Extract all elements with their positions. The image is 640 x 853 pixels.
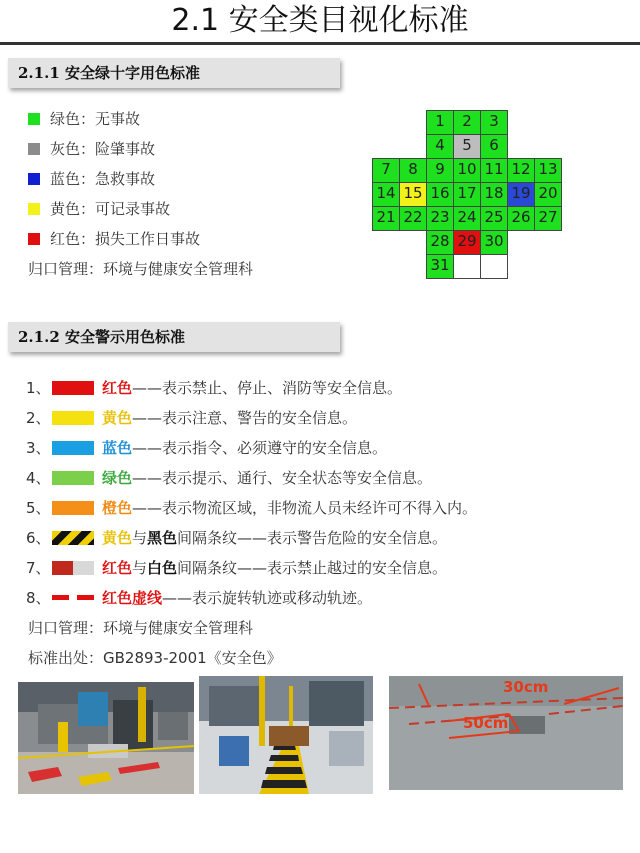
color-name: 绿色: [102, 469, 133, 487]
cross-day-cell: 24: [453, 206, 481, 231]
cross-day-cell: 6: [480, 134, 508, 159]
warning-color-item: [26, 376, 402, 400]
cross-day-cell: 8: [399, 158, 427, 183]
warning-color-swatch: [52, 501, 94, 515]
cross-day-cell: 9: [426, 158, 454, 183]
warning-color-item: [26, 586, 372, 610]
photo-red-dashed-floor-lines: [389, 676, 623, 790]
cross-day-cell: 27: [534, 206, 562, 231]
warning-color-item: [26, 436, 387, 460]
cross-day-cell: 31: [426, 254, 454, 279]
cross-day-cell: 20: [534, 182, 562, 207]
cross-day-cell: 26: [507, 206, 535, 231]
color-description: 与: [132, 529, 148, 547]
color-description: ——表示注意、警告的安全信息。: [132, 409, 358, 427]
color-swatch: [28, 173, 40, 185]
cross-day-cell: 17: [453, 182, 481, 207]
color-description: ——表示提示、通行、安全状态等安全信息。: [132, 469, 433, 487]
warning-color-swatch: [52, 561, 94, 575]
color-description: ——表示禁止、停止、消防等安全信息。: [132, 379, 403, 397]
cross-day-cell: 28: [426, 230, 454, 255]
cross-day-cell: 4: [426, 134, 454, 159]
cross-day-cell: 23: [426, 206, 454, 231]
warning-color-item: [26, 406, 357, 430]
color-description: 间隔条纹——表示禁止越过的安全信息。: [177, 559, 448, 577]
color-name: 红色: [102, 379, 133, 397]
cross-day-cell: 19: [507, 182, 535, 207]
color-swatch: [28, 203, 40, 215]
cross-day-cell: 18: [480, 182, 508, 207]
cross-day-cell: 25: [480, 206, 508, 231]
legend-item: [28, 107, 140, 131]
color-name: 黄色: [102, 409, 133, 427]
color-description: 间隔条纹——表示警告危险的安全信息。: [177, 529, 448, 547]
title-divider: [0, 42, 640, 45]
item-number: 4、: [26, 469, 51, 487]
section2-department: 归口管理：环境与健康安全管理科: [28, 619, 254, 637]
warning-color-item: [26, 556, 447, 580]
photo-aisle-hazard-stripes: [199, 676, 373, 794]
cross-day-cell: 16: [426, 182, 454, 207]
legend-label: 绿色：无事故: [50, 110, 141, 128]
cross-day-cell: 12: [507, 158, 535, 183]
item-number: 5、: [26, 499, 51, 517]
legend-label: 灰色：险肇事故: [50, 140, 156, 158]
cross-day-cell: [453, 254, 481, 279]
item-number: 7、: [26, 559, 51, 577]
cross-day-cell: [480, 254, 508, 279]
warning-color-swatch: [52, 531, 94, 545]
cross-day-cell: 13: [534, 158, 562, 183]
item-number: 2、: [26, 409, 51, 427]
warning-color-swatch: [52, 381, 94, 395]
color-description: ——表示物流区域，非物流人员未经许可不得入内。: [132, 499, 478, 517]
section-header-green-cross: 2.1.1 安全绿十字用色标准: [8, 58, 340, 88]
color-name: 红色虚线: [102, 589, 163, 607]
cross-day-cell: 3: [480, 110, 508, 135]
legend-item: [28, 167, 155, 191]
cross-day-cell: 7: [372, 158, 400, 183]
color-name: 红色: [102, 559, 133, 577]
cross-day-cell: 5: [453, 134, 481, 159]
item-number: 8、: [26, 589, 51, 607]
cross-day-cell: 14: [372, 182, 400, 207]
color-description: ——表示指令、必须遵守的安全信息。: [132, 439, 388, 457]
warning-color-swatch: [52, 471, 94, 485]
color-swatch: [28, 143, 40, 155]
cross-day-cell: 10: [453, 158, 481, 183]
color-swatch: [28, 233, 40, 245]
warning-color-swatch: [52, 411, 94, 425]
color-name: 蓝色: [102, 439, 133, 457]
page-title: 2.1 安全类目视化标准: [171, 3, 469, 38]
photo-workstation-floor-markings: [18, 682, 194, 794]
warning-color-swatch: [52, 595, 94, 600]
legend-label: 黄色：可记录事故: [50, 200, 171, 218]
item-number: 6、: [26, 529, 51, 547]
section1-department: 归口管理：环境与健康安全管理科: [28, 260, 254, 278]
cross-day-cell: 21: [372, 206, 400, 231]
cross-day-cell: 22: [399, 206, 427, 231]
color-name: 黄色: [102, 529, 133, 547]
measure-label-50cm: 50cm: [463, 714, 509, 732]
legend-label: 蓝色：急救事故: [50, 170, 156, 188]
color-description: 与: [132, 559, 148, 577]
standard-source: 标准出处：GB2893-2001《安全色》: [28, 649, 282, 667]
color-description: ——表示旋转轨迹或移动轨迹。: [162, 589, 373, 607]
cross-day-cell: 11: [480, 158, 508, 183]
section-header-warning-colors: 2.1.2 安全警示用色标准: [8, 322, 340, 352]
warning-color-item: [26, 526, 447, 550]
color-name: 橙色: [102, 499, 133, 517]
legend-item: [28, 137, 155, 161]
item-number: 1、: [26, 379, 51, 397]
color-swatch: [28, 113, 40, 125]
warning-color-swatch: [52, 441, 94, 455]
color-name: 黑色: [147, 529, 178, 547]
cross-day-cell: 29: [453, 230, 481, 255]
legend-label: 红色：损失工作日事故: [50, 230, 201, 248]
legend-item: [28, 197, 170, 221]
cross-day-cell: 1: [426, 110, 454, 135]
cross-day-cell: 15: [399, 182, 427, 207]
legend-item: [28, 227, 200, 251]
warning-color-item: [26, 496, 477, 520]
warning-color-item: [26, 466, 432, 490]
item-number: 3、: [26, 439, 51, 457]
color-name: 白色: [147, 559, 178, 577]
cross-day-cell: 2: [453, 110, 481, 135]
cross-day-cell: 30: [480, 230, 508, 255]
measure-label-30cm: 30cm: [503, 678, 549, 696]
